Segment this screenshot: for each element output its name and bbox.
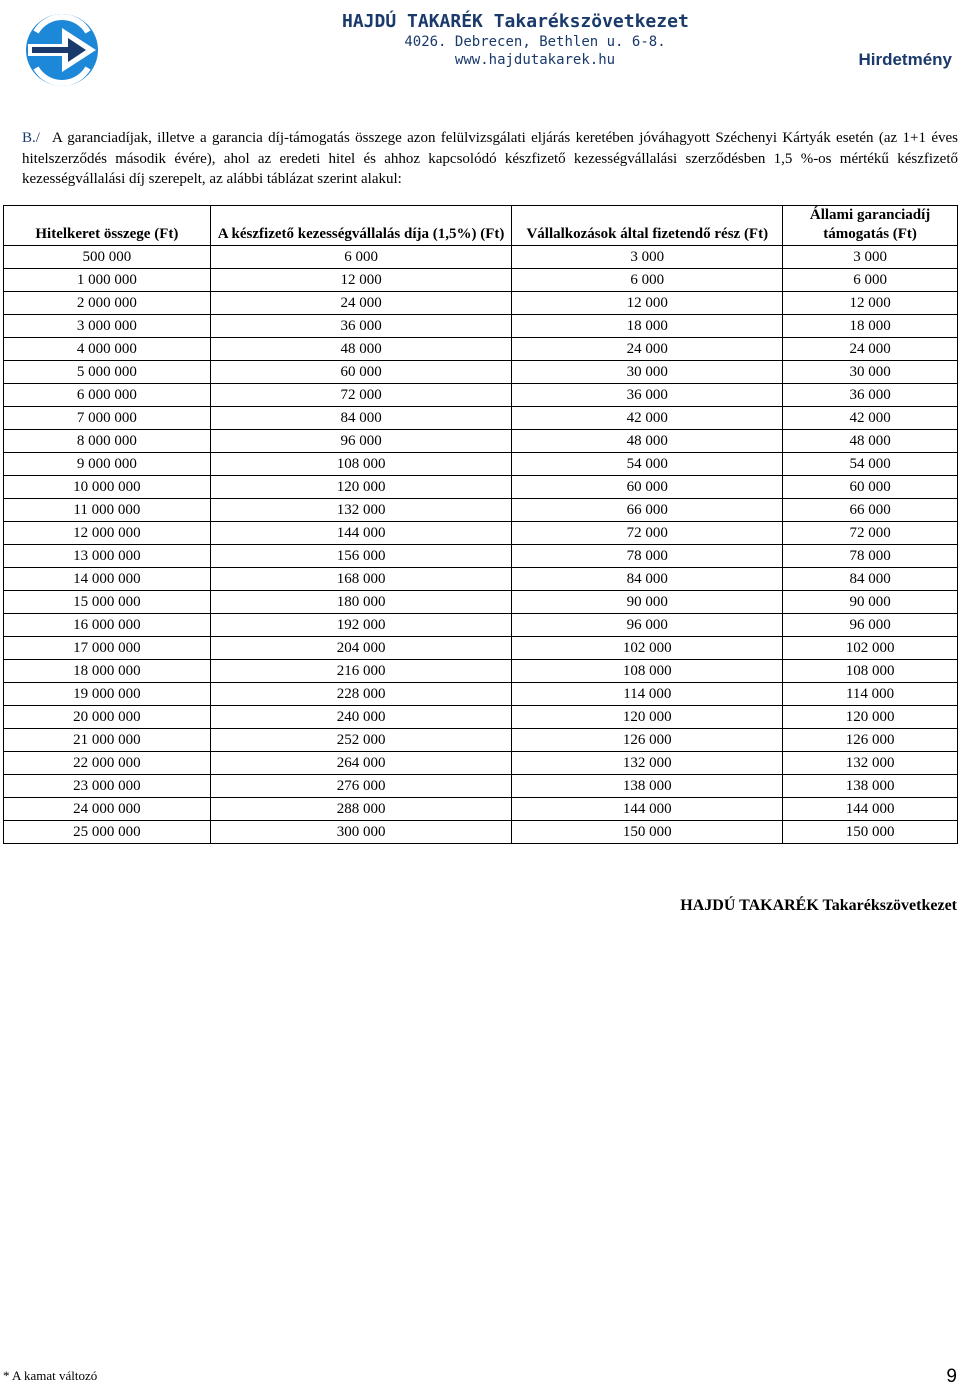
table-row [4,821,958,844]
table-cell: 24 000 [210,292,512,315]
table-cell: 48 000 [210,338,512,361]
table-cell: 48 000 [783,430,958,453]
table-cell: 144 000 [512,798,783,821]
table-cell: 24 000 000 [4,798,211,821]
table-row [4,660,958,683]
table-cell: 96 000 [512,614,783,637]
table-cell: 18 000 [783,315,958,338]
table-cell: 36 000 [210,315,512,338]
table-cell: 7 000 000 [4,407,211,430]
table-cell: 9 000 000 [4,453,211,476]
table-cell: 36 000 [783,384,958,407]
table-cell: 114 000 [512,683,783,706]
table-cell: 10 000 000 [4,476,211,499]
table-cell: 300 000 [210,821,512,844]
table-cell: 204 000 [210,637,512,660]
table-cell: 42 000 [512,407,783,430]
table-cell: 14 000 000 [4,568,211,591]
table-cell: 17 000 000 [4,637,211,660]
table-row [4,292,958,315]
table-cell: 84 000 [783,568,958,591]
header-company-share: Vállalkozások által fizetendő rész (Ft) [512,206,783,246]
table-row [4,315,958,338]
table-row [4,614,958,637]
table-cell: 102 000 [783,637,958,660]
table-cell: 108 000 [210,453,512,476]
table-cell: 48 000 [512,430,783,453]
table-cell: 90 000 [783,591,958,614]
table-cell: 3 000 [783,246,958,269]
table-cell: 42 000 [783,407,958,430]
table-cell: 144 000 [210,522,512,545]
table-cell: 108 000 [512,660,783,683]
table-cell: 24 000 [512,338,783,361]
table-cell: 60 000 [512,476,783,499]
header-guarantee-fee: A készfizető kezességvállalás díja (1,5%) (Ft) [210,206,512,246]
table-cell: 6 000 [783,269,958,292]
table-row [4,591,958,614]
header-state-support: Állami garanciadíj támogatás (Ft) [783,206,958,246]
table-row [4,430,958,453]
table-cell: 78 000 [783,545,958,568]
table-cell: 18 000 [512,315,783,338]
table-row [4,384,958,407]
table-cell: 15 000 000 [4,591,211,614]
table-cell: 144 000 [783,798,958,821]
signature: HAJDÚ TAKARÉK Takarékszövetkezet [680,897,957,914]
table-cell: 168 000 [210,568,512,591]
table-row [4,683,958,706]
table-cell: 180 000 [210,591,512,614]
table-row [4,338,958,361]
table-cell: 228 000 [210,683,512,706]
table-cell: 30 000 [783,361,958,384]
table-cell: 84 000 [512,568,783,591]
table-cell: 288 000 [210,798,512,821]
table-cell: 54 000 [783,453,958,476]
table-cell: 252 000 [210,729,512,752]
intro-text: A garanciadíjak, illetve a garancia díj-támogatás összege azon felülvizsgálati eljárás keretében jóváhagyott Széchenyi Kártyák esetén (az 1+1 éves hitelszerződés második évére), ahol az eredeti hitel és ahhoz kapcsolódó készfizető kezességvállalási szerződésben 1,5 %-os mértékű készfizető kezességvállalási díj szerepelt, az alábbi táblázat szerint alakul: [22,130,958,187]
table-cell: 21 000 000 [4,729,211,752]
table-cell: 66 000 [783,499,958,522]
header-website[interactable]: www.hajdutakarek.hu [454,52,616,68]
table-row [4,729,958,752]
table-cell: 3 000 000 [4,315,211,338]
table-cell: 126 000 [783,729,958,752]
table-row [4,568,958,591]
table-cell: 500 000 [4,246,211,269]
table-cell: 60 000 [783,476,958,499]
table-cell: 16 000 000 [4,614,211,637]
table-cell: 24 000 [783,338,958,361]
table-cell: 23 000 000 [4,775,211,798]
table-cell: 132 000 [210,499,512,522]
table-cell: 150 000 [512,821,783,844]
header-address: 4026. Debrecen, Bethlen u. 6-8. [404,34,666,50]
table-cell: 240 000 [210,706,512,729]
table-cell: 13 000 000 [4,545,211,568]
table-cell: 5 000 000 [4,361,211,384]
table-cell: 11 000 000 [4,499,211,522]
table-cell: 72 000 [210,384,512,407]
table-cell: 78 000 [512,545,783,568]
table-cell: 72 000 [512,522,783,545]
table-cell: 192 000 [210,614,512,637]
table-cell: 132 000 [512,752,783,775]
guarantee-fee-table [3,205,958,844]
table-cell: 22 000 000 [4,752,211,775]
table-cell: 1 000 000 [4,269,211,292]
table-cell: 90 000 [512,591,783,614]
table-cell: 19 000 000 [4,683,211,706]
header-credit-limit: Hitelkeret összege (Ft) [4,206,211,246]
table-cell: 3 000 [512,246,783,269]
section-marker: B./ [22,130,40,146]
table-cell: 12 000 [210,269,512,292]
table-row [4,706,958,729]
table-cell: 114 000 [783,683,958,706]
table-cell: 120 000 [210,476,512,499]
table-cell: 12 000 [512,292,783,315]
table-row [4,407,958,430]
table-row [4,453,958,476]
table-cell: 72 000 [783,522,958,545]
table-row [4,752,958,775]
table-cell: 4 000 000 [4,338,211,361]
table-cell: 150 000 [783,821,958,844]
table-cell: 36 000 [512,384,783,407]
table-cell: 120 000 [783,706,958,729]
table-cell: 2 000 000 [4,292,211,315]
table-cell: 138 000 [783,775,958,798]
table-row [4,269,958,292]
table-cell: 96 000 [210,430,512,453]
table-cell: 132 000 [783,752,958,775]
table-cell: 30 000 [512,361,783,384]
table-cell: 25 000 000 [4,821,211,844]
table-cell: 6 000 [210,246,512,269]
header-title: HAJDÚ TAKARÉK Takarékszövetkezet [342,11,689,32]
page-number: 9 [946,1366,957,1387]
table-row [4,637,958,660]
table-cell: 18 000 000 [4,660,211,683]
table-body [4,246,958,844]
table-row [4,246,958,269]
table-cell: 20 000 000 [4,706,211,729]
table-row [4,361,958,384]
table-cell: 60 000 [210,361,512,384]
table-cell: 12 000 000 [4,522,211,545]
hajdu-takarek-logo-icon [22,10,102,90]
table-cell: 12 000 [783,292,958,315]
table-row [4,476,958,499]
table-header-row [4,206,958,246]
intro-paragraph [22,128,958,190]
document-type: Hirdetmény [858,50,952,69]
table-cell: 156 000 [210,545,512,568]
table-cell: 108 000 [783,660,958,683]
table-cell: 216 000 [210,660,512,683]
table-cell: 66 000 [512,499,783,522]
table-cell: 96 000 [783,614,958,637]
table-row [4,798,958,821]
table-cell: 276 000 [210,775,512,798]
table-cell: 102 000 [512,637,783,660]
table-cell: 6 000 000 [4,384,211,407]
table-cell: 138 000 [512,775,783,798]
table-row [4,522,958,545]
table-cell: 54 000 [512,453,783,476]
table-cell: 126 000 [512,729,783,752]
table-cell: 6 000 [512,269,783,292]
table-cell: 84 000 [210,407,512,430]
table-row [4,499,958,522]
table-cell: 8 000 000 [4,430,211,453]
table-row [4,545,958,568]
table-cell: 264 000 [210,752,512,775]
table-row [4,775,958,798]
footnote: * A kamat változó [3,1368,98,1383]
table-cell: 120 000 [512,706,783,729]
